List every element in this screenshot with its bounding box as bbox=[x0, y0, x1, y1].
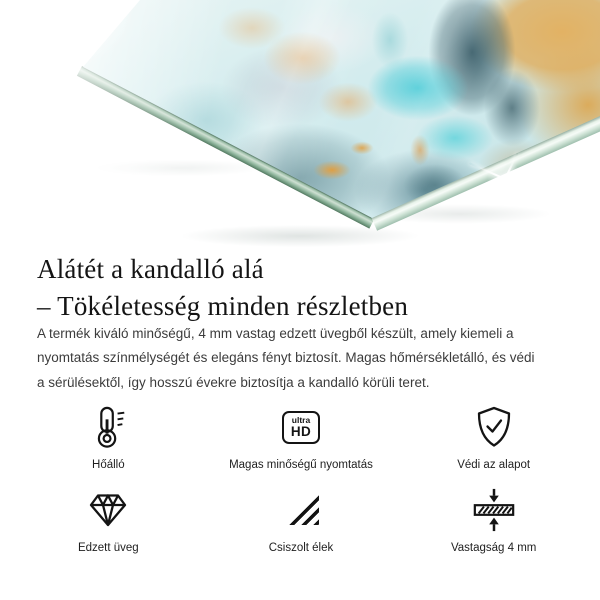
page-title-line2: – Tökéletesség minden részletben bbox=[37, 291, 409, 322]
feature-label: Magas minőségű nyomtatás bbox=[229, 459, 373, 471]
thermometer-icon bbox=[86, 404, 130, 450]
white-fade-overlay bbox=[0, 0, 600, 248]
feature-heat-resistant bbox=[12, 404, 205, 471]
feature-label: Csiszolt élek bbox=[268, 542, 334, 554]
feature-polished-edges bbox=[205, 487, 398, 554]
feature-tempered-glass bbox=[12, 487, 205, 554]
feature-print-quality bbox=[205, 404, 398, 471]
feature-label: Vastagság 4 mm bbox=[450, 542, 537, 554]
shield-check-icon bbox=[475, 404, 513, 450]
ultra-hd-icon bbox=[282, 404, 320, 450]
feature-thickness bbox=[397, 487, 590, 554]
ultra-hd-text-bottom: HD bbox=[290, 423, 312, 439]
feature-label: Védi az alapot bbox=[457, 459, 531, 471]
product-image bbox=[0, 0, 600, 248]
feature-grid bbox=[12, 404, 590, 554]
page-title-line1: Alátét a kandalló alá bbox=[37, 254, 264, 285]
page-title bbox=[37, 251, 408, 325]
feature-label: Edzett üveg bbox=[77, 542, 139, 554]
polished-edge-icon bbox=[283, 487, 319, 533]
feature-protects-base bbox=[397, 404, 590, 471]
product-description: A termék kiváló minőségű, 4 mm vastag edzett üvegből készült, amely kiemeli a nyomtatás színmélységét és elegáns fényt biztosít. Magas hőmérsékletálló, és védi a sérülésektől, így hosszú évekre biztosítja a kandalló körüli teret. bbox=[37, 325, 535, 390]
diamond-icon bbox=[87, 487, 129, 533]
thickness-icon bbox=[471, 487, 517, 533]
feature-label: Hőálló bbox=[92, 459, 125, 471]
ultra-hd-text-top: ultra bbox=[291, 415, 311, 425]
